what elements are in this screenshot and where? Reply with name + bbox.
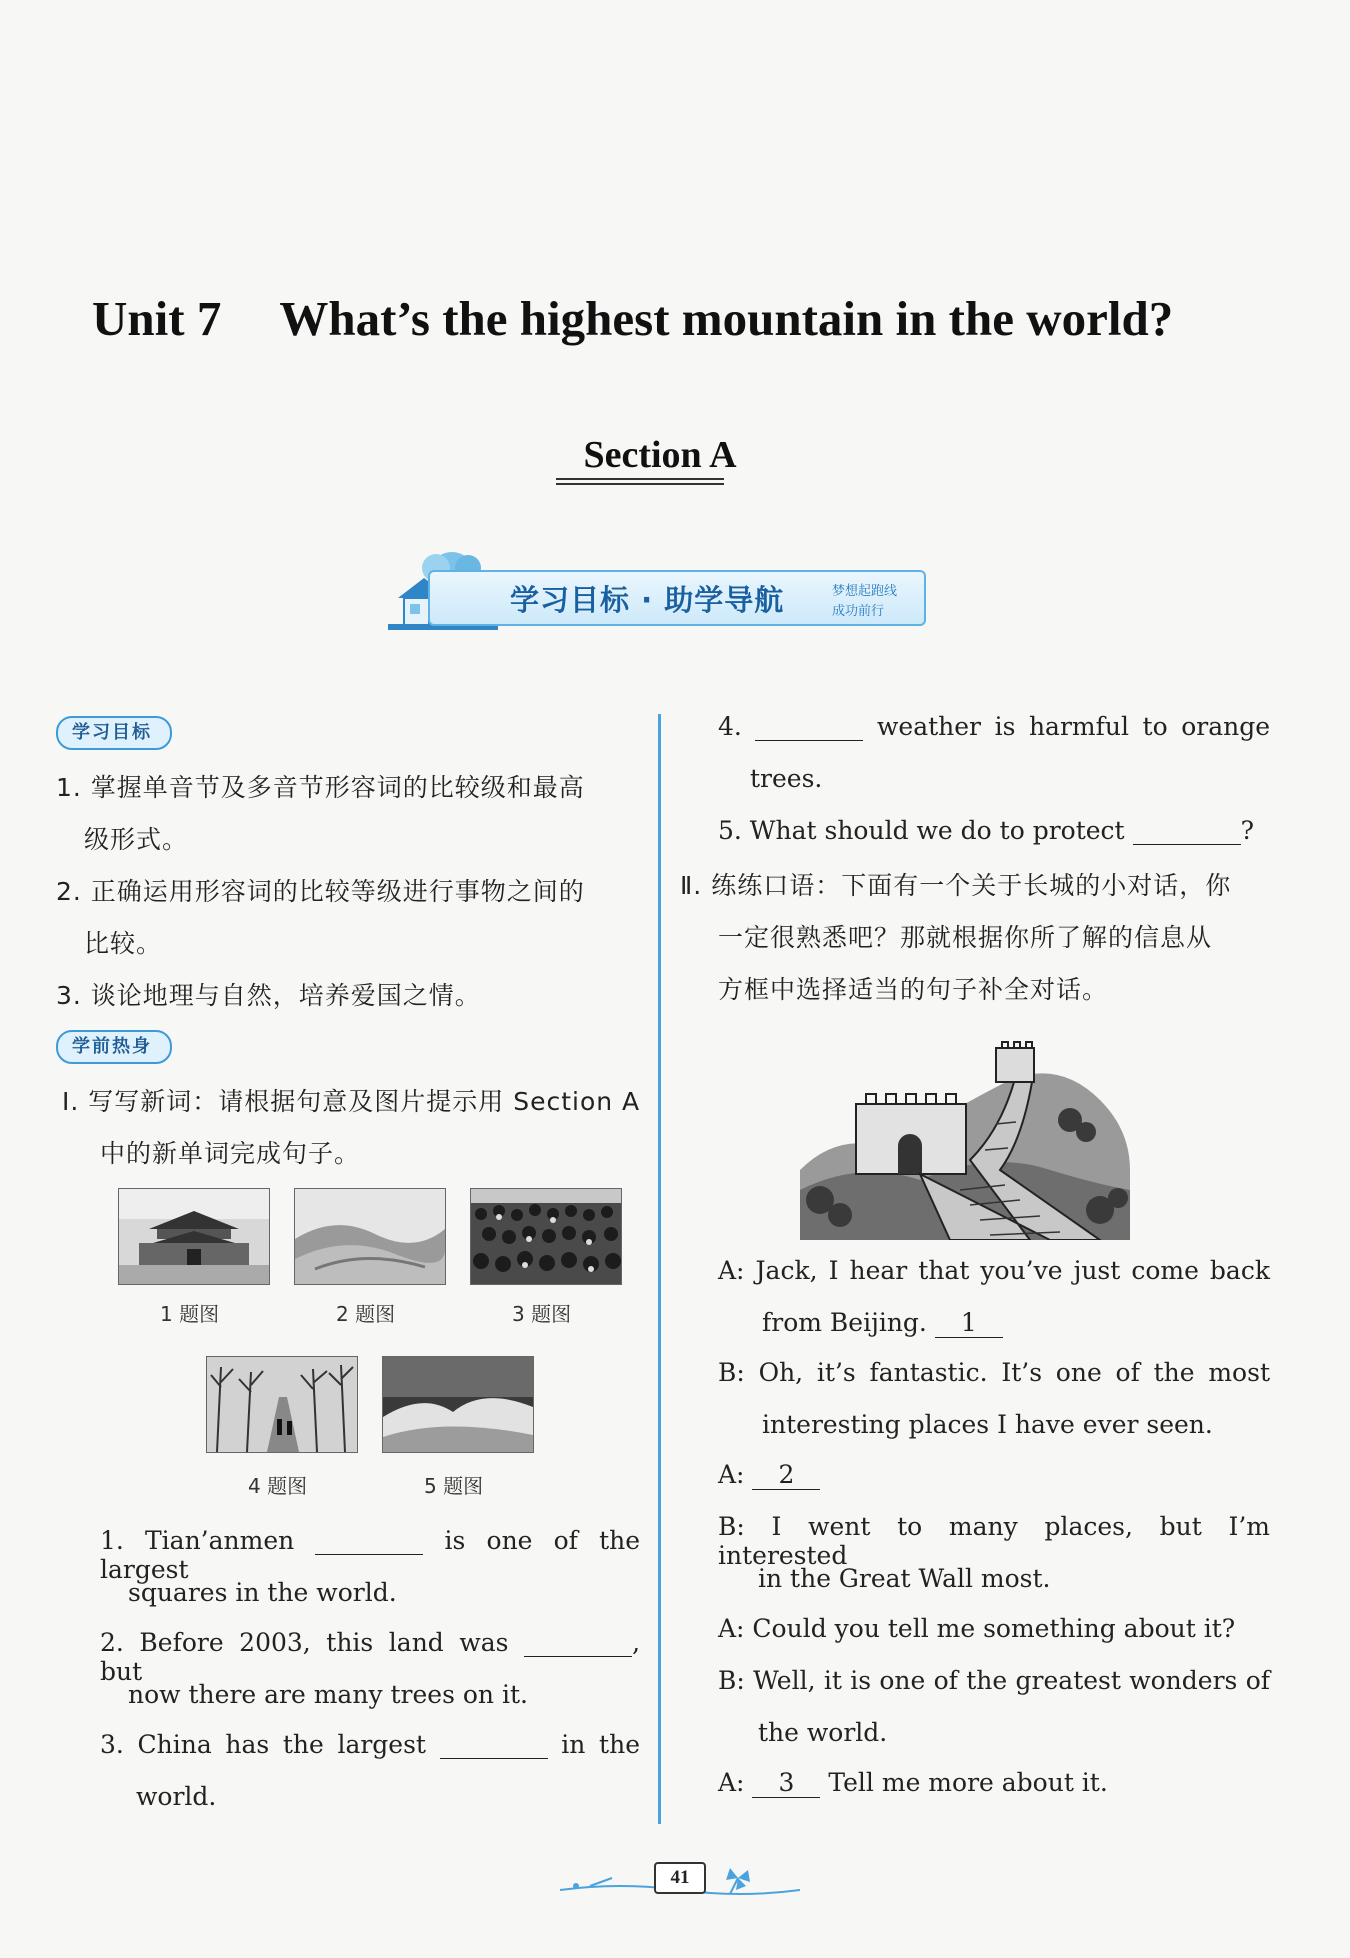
section-underline [556, 478, 724, 480]
part2-instruction-3: 方框中选择适当的句子补全对话。 [718, 975, 1109, 1004]
goal-line-4: 比较。 [84, 929, 163, 958]
dialogue-line-3: A: 2 [718, 1460, 820, 1490]
dialogue-line-2-cont: interesting places I have ever seen. [762, 1410, 1213, 1439]
sentence-3: 3. China has the largest in the [100, 1730, 640, 1759]
caption-5: 5 题图 [424, 1474, 484, 1498]
dialogue-line-4-cont: in the Great Wall most. [758, 1564, 1051, 1593]
column-divider [658, 714, 661, 1824]
blank-3 [440, 1732, 548, 1759]
warmup-instruction-1: Ⅰ. 写写新词：请根据句意及图片提示用 Section A [62, 1087, 641, 1116]
great-wall-illustration [800, 1040, 1130, 1240]
sentence-4-cont: trees. [750, 764, 823, 793]
section-underline-2 [556, 483, 724, 485]
goal-line-2: 级形式。 [84, 825, 189, 854]
warmup-instruction-2: 中的新单词完成句子。 [100, 1139, 361, 1168]
dialogue-line-1-cont: from Beijing. 1 [762, 1308, 1003, 1338]
unit-question: What’s the highest mountain in the world? [279, 291, 1174, 346]
part2-instruction-1: Ⅱ. 练练口语：下面有一个关于长城的小对话，你 [680, 871, 1232, 900]
caption-2: 2 题图 [336, 1302, 396, 1326]
caption-3: 3 题图 [512, 1302, 572, 1326]
sentence-5: 5. What should we do to protect ? [718, 816, 1254, 845]
answer-blank-1: 1 [935, 1308, 1003, 1338]
goal-line-5: 3. 谈论地理与自然，培养爱国之情。 [56, 981, 481, 1010]
dialogue-line-1: A: Jack, I hear that you’ve just come back [718, 1256, 1270, 1285]
dialogue-line-7: A: 3 Tell me more about it. [718, 1768, 1108, 1797]
blank-2 [524, 1630, 632, 1657]
answer-blank-3: 3 [752, 1768, 820, 1798]
page-number: 41 [654, 1862, 706, 1894]
part2-instruction-2: 一定很熟悉吧？那就根据你所了解的信息从 [718, 923, 1213, 952]
answer-blank-2: 2 [752, 1460, 820, 1490]
caption-4: 4 题图 [248, 1474, 308, 1498]
unit-number: Unit 7 [92, 291, 222, 346]
warmup-tag: 学前热身 [56, 1030, 172, 1064]
photo-snow-street [206, 1356, 358, 1453]
dialogue-line-6-cont: the world. [758, 1718, 888, 1747]
photo-crowd [470, 1188, 622, 1285]
sentence-4: 4. weather is harmful to orange [718, 712, 1271, 741]
photo-tiananmen [118, 1188, 270, 1285]
section-title: Section A [583, 434, 737, 476]
unit-title [92, 290, 1292, 347]
sentence-2: 2. Before 2003, this land was , but [100, 1628, 641, 1686]
banner-subtitle-2: 成功前行 [832, 604, 885, 619]
dialogue-line-2: B: Oh, it’s fantastic. It’s one of the most [718, 1358, 1270, 1387]
caption-1: 1 题图 [160, 1302, 220, 1326]
goal-line-3: 2. 正确运用形容词的比较等级进行事物之间的 [56, 877, 585, 906]
photo-desert [294, 1188, 446, 1285]
blank-5 [1133, 818, 1241, 845]
page-footer [560, 1860, 800, 1896]
sentence-1-cont: squares in the world. [128, 1578, 397, 1607]
goals-tag: 学习目标 [56, 716, 172, 750]
section-banner [388, 548, 924, 634]
banner-subtitle-1: 梦想起跑线 [832, 584, 898, 599]
blank-1 [315, 1528, 423, 1555]
blank-4 [755, 714, 863, 741]
goal-line-1: 1. 掌握单音节及多音节形容词的比较级和最高 [56, 773, 585, 802]
sentence-3-cont: world. [136, 1782, 217, 1811]
photo-dunes [382, 1356, 534, 1453]
banner-title: 学习目标 · 助学导航 [510, 583, 785, 617]
dialogue-line-4: B: I went to many places, but I’m interested [718, 1512, 1270, 1570]
dialogue-line-5: A: Could you tell me something about it? [718, 1614, 1236, 1643]
sentence-2-cont: now there are many trees on it. [128, 1680, 528, 1709]
dialogue-line-6: B: Well, it is one of the greatest wonders of [718, 1666, 1270, 1695]
sentence-1: 1. Tian’anmen is one of the largest [100, 1526, 641, 1584]
